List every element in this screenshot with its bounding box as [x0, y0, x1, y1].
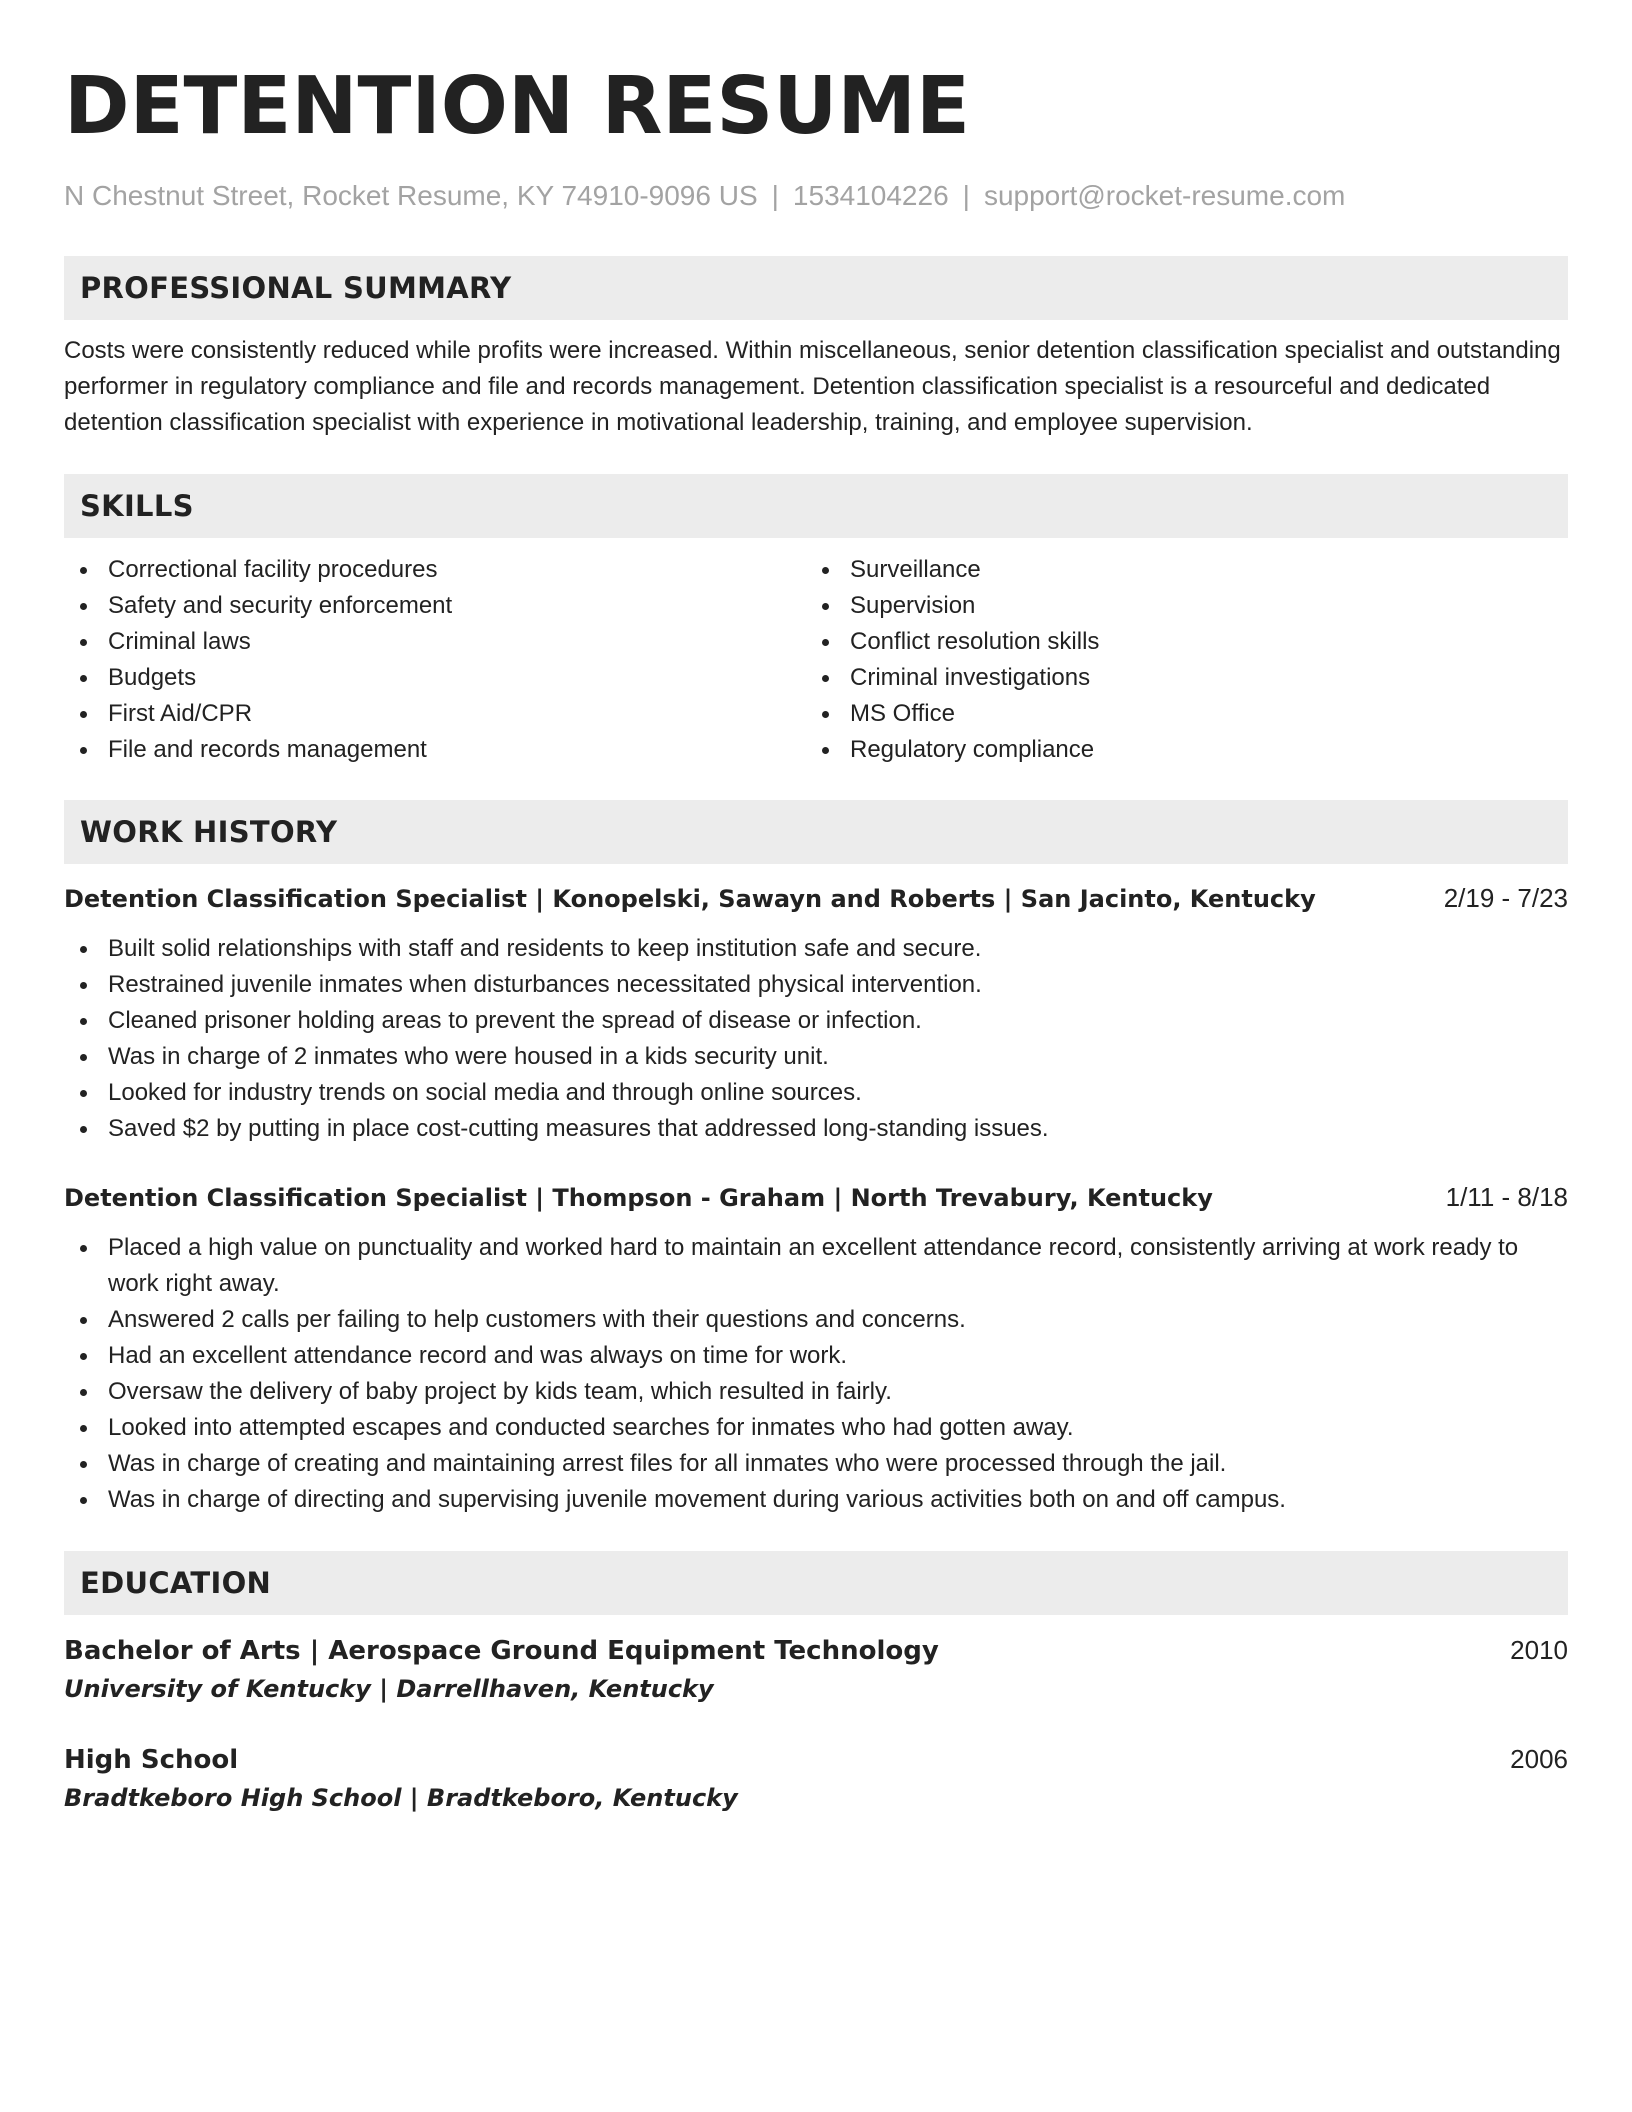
contact-separator: | — [962, 180, 970, 211]
skill-item: Conflict resolution skills — [806, 624, 1568, 660]
education-entry — [64, 1740, 1568, 1817]
education-header — [64, 1740, 1568, 1779]
section-header-work-history: WORK HISTORY — [64, 800, 1568, 864]
skill-item: Criminal investigations — [806, 660, 1568, 696]
section-header-skills: SKILLS — [64, 474, 1568, 538]
education-header — [64, 1631, 1568, 1670]
skill-item: Supervision — [806, 588, 1568, 624]
job-entry — [64, 1179, 1568, 1518]
contact-address: N Chestnut Street, Rocket Resume, KY 74910-9096 US — [64, 180, 758, 211]
job-dates: 2/19 - 7/23 — [1443, 883, 1568, 913]
job-bullet: Was in charge of 2 inmates who were housed in a kids security unit. — [64, 1039, 1568, 1075]
skill-item: MS Office — [806, 696, 1568, 732]
job-bullet: Placed a high value on punctuality and worked hard to maintain an excellent attendance record, consistently arriving at work ready to work right away. — [64, 1230, 1568, 1302]
job-header — [64, 1179, 1568, 1216]
skill-item: File and records management — [64, 732, 806, 768]
job-header — [64, 880, 1568, 917]
contact-phone: 1534104226 — [792, 180, 949, 211]
contact-line — [64, 176, 1568, 216]
job-entry — [64, 880, 1568, 1147]
job-bullet: Was in charge of creating and maintaining arrest files for all inmates who were processed through the jail. — [64, 1446, 1568, 1482]
job-bullet: Looked into attempted escapes and conducted searches for inmates who had gotten away. — [64, 1410, 1568, 1446]
skill-item: Correctional facility procedures — [64, 552, 806, 588]
section-header-education: EDUCATION — [64, 1551, 1568, 1615]
job-bullets — [64, 1230, 1568, 1518]
contact-email[interactable]: support@rocket-resume.com — [983, 180, 1346, 211]
skill-item: Criminal laws — [64, 624, 806, 660]
education-school: Bradtkeboro High School | Bradtkeboro, Kentucky — [64, 1784, 738, 1812]
job-bullet: Restrained juvenile inmates when disturbances necessitated physical intervention. — [64, 967, 1568, 1003]
contact-separator: | — [771, 180, 779, 211]
skill-item: Regulatory compliance — [806, 732, 1568, 768]
skills-list — [64, 552, 1568, 768]
job-bullet: Was in charge of directing and supervising juvenile movement during various activities both on and off campus. — [64, 1482, 1568, 1518]
job-title: Detention Classification Specialist | Thompson - Graham | North Trevabury, Kentucky — [64, 1184, 1213, 1212]
education-degree: Bachelor of Arts | Aerospace Ground Equipment Technology — [64, 1636, 939, 1666]
job-bullet: Oversaw the delivery of baby project by kids team, which resulted in fairly. — [64, 1374, 1568, 1410]
skills-column-left — [64, 552, 806, 768]
education-year: 2006 — [1510, 1744, 1568, 1774]
education-school: University of Kentucky | Darrellhaven, Kentucky — [64, 1675, 714, 1703]
job-dates: 1/11 - 8/18 — [1445, 1182, 1568, 1212]
education-year: 2010 — [1510, 1635, 1568, 1665]
job-bullet: Built solid relationships with staff and residents to keep institution safe and secure. — [64, 931, 1568, 967]
skill-item: First Aid/CPR — [64, 696, 806, 732]
skill-item: Surveillance — [806, 552, 1568, 588]
skill-item: Safety and security enforcement — [64, 588, 806, 624]
skill-item: Budgets — [64, 660, 806, 696]
job-bullet: Had an excellent attendance record and was always on time for work. — [64, 1338, 1568, 1374]
skills-column-right — [806, 552, 1568, 768]
job-title: Detention Classification Specialist | Konopelski, Sawayn and Roberts | San Jacinto, Kentucky — [64, 885, 1316, 913]
education-degree: High School — [64, 1745, 239, 1775]
job-bullet: Looked for industry trends on social media and through online sources. — [64, 1075, 1568, 1111]
education-entry — [64, 1631, 1568, 1708]
summary-text: Costs were consistently reduced while profits were increased. Within miscellaneous, senior detention classification specialist and outstanding performer in regulatory compliance and file and records management. Detention classification specialist is a resourceful and dedicated detention classification specialist with experience in motivational leadership, training, and employee supervision. — [64, 337, 1561, 436]
job-bullets — [64, 931, 1568, 1147]
section-header-summary: PROFESSIONAL SUMMARY — [64, 256, 1568, 320]
job-bullet: Saved $2 by putting in place cost-cutting measures that addressed long-standing issues. — [64, 1111, 1568, 1147]
job-bullet: Cleaned prisoner holding areas to prevent the spread of disease or infection. — [64, 1003, 1568, 1039]
resume-name: DETENTION RESUME — [64, 60, 970, 152]
job-bullet: Answered 2 calls per failing to help customers with their questions and concerns. — [64, 1302, 1568, 1338]
